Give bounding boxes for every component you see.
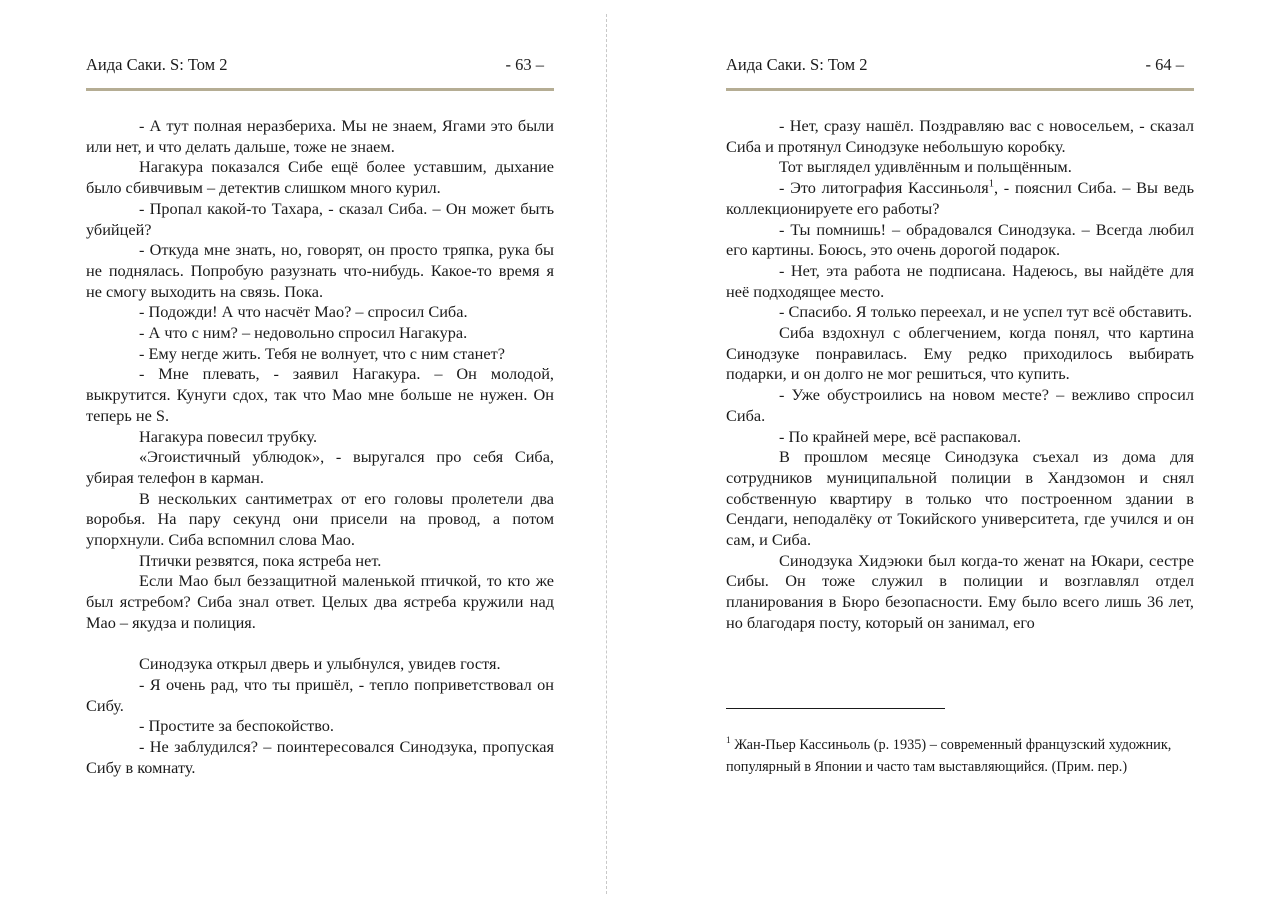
paragraph: - Спасибо. Я только переехал, и не успел тут всё обставить. <box>779 302 1193 322</box>
left-body-text <box>86 116 554 778</box>
footnote-text: Жан-Пьер Кассиньоль (р. 1935) – современный французский художник, популярный в Японии и часто там выставляющийся. (Прим. пер.) <box>726 737 1172 775</box>
footnote <box>726 735 1194 778</box>
paragraph: - Уже обустроились на новом месте? – вежливо спросил Сиба. <box>726 385 1194 425</box>
paragraph-text: - Это литография Кассиньоля <box>779 178 989 198</box>
paragraph: Птички резвятся, пока ястреба нет. <box>139 550 382 570</box>
left-running-head <box>86 54 554 78</box>
paragraph: - Нет, сразу нашёл. Поздравляю вас с новосельем, - сказал Сиба и протянул Синодзуке небольшую коробку. <box>726 116 1194 156</box>
paragraph-text-tail: , - пояснил Сиба. – Вы ведь коллекционируете его работы? <box>726 178 1194 218</box>
left-page <box>86 0 554 905</box>
paragraph: - А что с ним? – недовольно спросил Нагакура. <box>139 323 468 343</box>
footnote-marker: 1 <box>726 736 731 747</box>
footnote-rule <box>726 708 945 709</box>
paragraph: Сиба вздохнул с облегчением, когда понял, что картина Синодзуке понравилась. Ему редко приходилось выбирать подарки, и он долго не мог решиться, что купить. <box>726 323 1194 384</box>
paragraph: Синодзука Хидэюки был когда-то женат на Юкари, сестре Сибы. Он тоже служил в полиции и возглавлял отдел планирования в Бюро безопасности. Ему было всего лишь 36 лет, но благодаря посту, который он занимал, его <box>726 550 1194 632</box>
running-title: Аида Саки. S: Том 2 <box>726 55 868 74</box>
paragraph: Синодзука открыл дверь и улыбнулся, увидев гостя. <box>139 654 501 674</box>
running-title: Аида Саки. S: Том 2 <box>86 55 228 74</box>
paragraph: В нескольких сантиметрах от его головы пролетели два воробья. На пару секунд они присели на провод, а потом упорхнули. Сиба вспомнил слова Мао. <box>86 488 554 550</box>
page-number: - 63 – <box>505 55 544 74</box>
paragraph: - Подожди! А что насчёт Мао? – спросил Сиба. <box>139 302 468 322</box>
right-running-head <box>726 54 1194 78</box>
paragraph: - Ты помнишь! – обрадовался Синодзука. – Всегда любил его картины. Боюсь, это очень дорогой подарок. <box>726 219 1194 260</box>
paragraph-with-footnote <box>726 178 1194 219</box>
paragraph: Если Мао был беззащитной маленькой птичкой, то кто же был ястребом? Сиба знал ответ. Целых два ястреба кружили над Мао – якудза и полиция. <box>86 571 554 632</box>
paragraph: - По крайней мере, всё распаковал. <box>779 426 1022 446</box>
page-number: - 64 – <box>1145 55 1184 74</box>
right-body-text <box>726 116 1194 634</box>
paragraph: - Пропал какой-то Тахара, - сказал Сиба. – Он может быть убийцей? <box>86 198 554 239</box>
paragraph: - А тут полная неразбериха. Мы не знаем, Ягами это были или нет, и что делать дальше, тоже не знаем. <box>86 116 554 156</box>
paragraph: - Откуда мне знать, но, говорят, он просто тряпка, рука бы не поднялась. Попробую разузнать что-нибудь. Какое-то время я не смогу выходить на связь. Пока. <box>86 240 554 301</box>
paragraph: «Эгоистичный ублюдок», - выругался про себя Сиба, убирая телефон в карман. <box>86 447 554 487</box>
book-spine-divider <box>606 14 607 894</box>
paragraph: - Мне плевать, - заявил Нагакура. – Он молодой, выкрутится. Кунуги сдох, так что Мао мне больше не нужен. Он теперь не S. <box>86 364 554 425</box>
paragraph: Нагакура показался Сибе ещё более уставшим, дыхание было сбивчивым – детектив слишком много курил. <box>86 157 554 198</box>
paragraph: Тот выглядел удивлённым и польщённым. <box>779 157 1072 177</box>
header-rule <box>726 88 1194 91</box>
paragraph: - Нет, эта работа не подписана. Надеюсь, вы найдёте для неё подходящее место. <box>726 260 1194 301</box>
paragraph: - Я очень рад, что ты пришёл, - тепло поприветствовал он Сибу. <box>86 674 554 715</box>
paragraph: В прошлом месяце Синодзука съехал из дома для сотрудников муниципальной полиции в Хандзомон и снял собственную квартиру в только что построенном здании в Сендаги, неподалёку от Токийского университета, где учился и он сам, и Сиба. <box>726 447 1194 550</box>
paragraph: - Ему негде жить. Тебя не волнует, что с ним станет? <box>139 343 505 363</box>
footnote-reference[interactable]: 1 <box>988 178 995 190</box>
header-rule <box>86 88 554 91</box>
paragraph: - Простите за беспокойство. <box>139 716 334 736</box>
paragraph: - Не заблудился? – поинтересовался Синодзука, пропуская Сибу в комнату. <box>86 737 554 777</box>
paragraph: Нагакура повесил трубку. <box>139 426 318 446</box>
right-page <box>726 0 1194 905</box>
